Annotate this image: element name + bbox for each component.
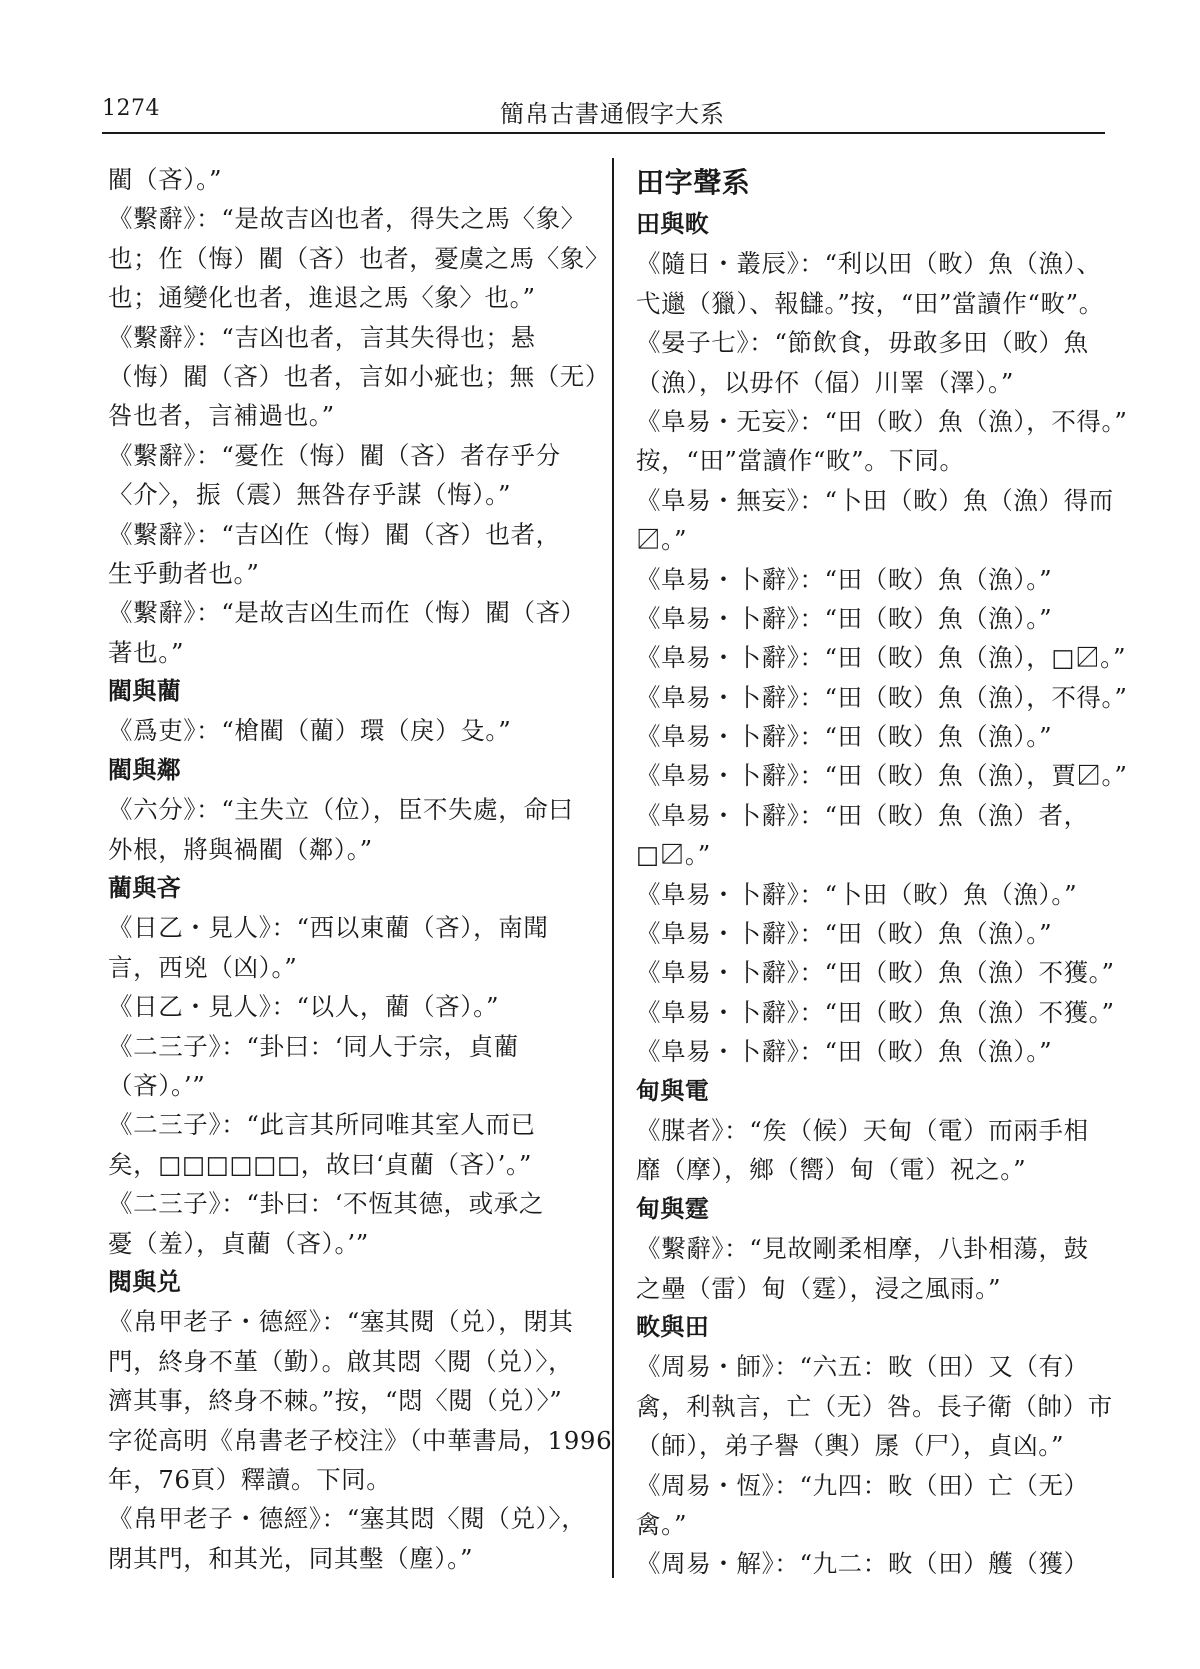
text-line: 《繫辭》：“憂㑅（悔）閵（吝）者存乎分 [108, 440, 561, 470]
left-column [108, 160, 613, 1578]
text-line: 《繫辭》：“是故吉凶也者，得失之馬〈象〉 [108, 204, 586, 234]
text-line: 禽，利執言，亡（无）咎。長子衛（帥）市 [636, 1391, 1113, 1421]
text-line: （悔）閵（吝）也者，言如小疵也；無（无） [108, 361, 610, 391]
text-line: 靡（摩），鄉（嚮）甸（電）祝之。” [636, 1155, 1027, 1185]
entry-heading: 甸與霆 [636, 1194, 710, 1223]
text-line: 濟其事，終身不棘。”按，“悶〈閱（兑）〉” [108, 1386, 563, 1416]
text-line: （師），弟子譽（輿）㞙（尸），貞凶。” [636, 1431, 1065, 1461]
text-line: 《腜者》：“矦（候）天甸（電）而兩手相 [636, 1115, 1089, 1145]
right-column [636, 160, 1128, 1584]
entry-heading: 畋與田 [636, 1312, 710, 1341]
text-line: 《阜易・卜辭》：“田（畋）魚（漁）不獲。” [636, 958, 1115, 988]
text-line: 《六分》：“主失立（位），臣不失處，命曰 [108, 795, 574, 825]
text-line: 禽。” [636, 1509, 688, 1539]
text-line: （吝）。’” [108, 1070, 206, 1100]
text-line: 〼。” [636, 525, 688, 555]
text-line: 著也。” [108, 637, 185, 667]
text-line: 〈介〉，振（震）無咎存乎謀（悔）。” [108, 480, 512, 510]
entry-heading: 閵與鄰 [108, 755, 182, 784]
entry-heading: 閱與兑 [108, 1267, 182, 1296]
page-number: 1274 [102, 96, 160, 121]
text-line: 之壘（雷）甸（霆），浸之風雨。” [636, 1273, 1002, 1303]
text-line: 《繫辭》：“見故剛柔相摩，八卦相蕩，鼓 [636, 1234, 1089, 1264]
text-line: 《日乙・見人》：“以人，藺（吝）。” [108, 992, 500, 1022]
text-line: 閉其門，和其光，同其墼（塵）。” [108, 1543, 474, 1573]
text-line: 《阜易・卜辭》：“田（畋）魚（漁）。” [636, 722, 1053, 752]
text-line: 《阜易・卜辭》：“田（畋）魚（漁）不獲。” [636, 997, 1115, 1027]
text-line: 弋邋（獵）、報讎。”按，“田”當讀作“畋”。 [636, 288, 1104, 318]
text-line: 《阜易・卜辭》：“田（畋）魚（漁）。” [636, 1037, 1053, 1067]
text-line: 《阜易・卜辭》：“田（畋）魚（漁）。” [636, 603, 1053, 633]
text-line: 也；通變化也者，進退之馬〈象〉也。” [108, 283, 536, 313]
text-line: 《阜易・卜辭》：“卜田（畋）魚（漁）。” [636, 879, 1078, 909]
text-line: 《二三子》：“卦曰：‘同人于宗，貞藺 [108, 1031, 519, 1061]
entry-heading: 甸與電 [636, 1076, 710, 1105]
text-line: 咎也者，言補過也。” [108, 401, 335, 431]
text-line: □〼。” [636, 840, 711, 870]
text-line: 言，西兇（凶）。” [108, 952, 298, 982]
entry-heading: 閵與藺 [108, 677, 182, 706]
text-line: 按，“田”當讀作“畋”。下同。 [636, 446, 965, 476]
text-line: 《隨日・叢辰》：“利以田（畋）魚（漁）、 [636, 249, 1102, 279]
text-line: 《帛甲老子・德經》：“塞其悶〈閱（兑）〉， [108, 1504, 587, 1534]
text-line: 《二三子》：“此言其所同唯其室人而已 [108, 1110, 536, 1140]
text-line: 《繫辭》：“吉凶也者，言其失得也；悬 [108, 322, 536, 352]
text-line: 《阜易・卜辭》：“田（畋）魚（漁），賈〼。” [636, 761, 1128, 791]
text-line: 生乎動者也。” [108, 558, 260, 588]
text-line: 《阜易・卜辭》：“田（畋）魚（漁），不得。” [636, 682, 1128, 712]
running-head-title: 簡帛古書通假字大系 [500, 100, 725, 128]
text-line: 《繫辭》：“是故吉凶生而㑅（悔）閵（吝） [108, 598, 586, 628]
text-line: 《阜易・無妄》：“卜田（畋）魚（漁）得而 [636, 485, 1114, 515]
text-line: 《爲吏》：“槍閵（藺）環（戾）殳。” [108, 716, 512, 746]
section-title: 田字聲系 [636, 166, 751, 199]
text-line: 字從高明《帛書老子校注》（中華書局，1996 [108, 1425, 613, 1455]
text-line: 《阜易・卜辭》：“田（畋）魚（漁）。” [636, 919, 1053, 949]
text-line: 年，76頁）釋讀。下同。 [108, 1464, 392, 1494]
text-line: 《帛甲老子・德經》：“塞其閱（兑），閉其 [108, 1307, 574, 1337]
text-line: 《周易・恆》：“九四：畋（田）亡（无） [636, 1470, 1089, 1500]
text-line: 《阜易・卜辭》：“田（畋）魚（漁）。” [636, 564, 1053, 594]
text-line: 《阜易・卜辭》：“田（畋）魚（漁），□〼。” [636, 643, 1127, 673]
text-line: 《阜易・无妄》：“田（畋）魚（漁），不得。” [636, 406, 1128, 436]
text-line: 《繫辭》：“吉凶㑅（悔）閵（吝）也者， [108, 519, 561, 549]
text-line: 閵（吝）。” [108, 165, 223, 194]
text-line: 《晏子七》：“節飲食，毋敢多田（畋）魚 [636, 328, 1089, 358]
text-line: （漁），以毋伓（偪）川睪（澤）。” [636, 367, 1014, 397]
header-rule [102, 132, 1105, 134]
entry-heading: 田與畋 [636, 210, 710, 238]
text-line: 矣，□□□□□□，故曰‘貞藺（吝）’。” [108, 1149, 532, 1179]
entry-heading: 藺與吝 [108, 874, 182, 903]
text-line: 《二三子》：“卦曰：‘不恆其德，或承之 [108, 1189, 544, 1219]
text-line: 《阜易・卜辭》：“田（畋）魚（漁）者， [636, 800, 1089, 830]
text-line: 憂（羞），貞藺（吝）。’” [108, 1228, 369, 1258]
text-line: 《周易・師》：“六五：畋（田）又（有） [636, 1352, 1089, 1382]
text-line: 也；㑅（悔）閵（吝）也者，憂虞之馬〈象〉 [108, 243, 610, 273]
text-line: 《日乙・見人》：“西以東藺（吝），南聞 [108, 913, 549, 943]
column-divider [612, 158, 614, 1578]
text-line: 外根，將與禍閵（鄰）。” [108, 834, 373, 864]
text-line: 門，終身不堇（勤）。啟其悶〈閱（兑）〉， [108, 1346, 574, 1376]
text-line: 《周易・解》：“九二：畋（田）艧（獲） [636, 1549, 1089, 1579]
